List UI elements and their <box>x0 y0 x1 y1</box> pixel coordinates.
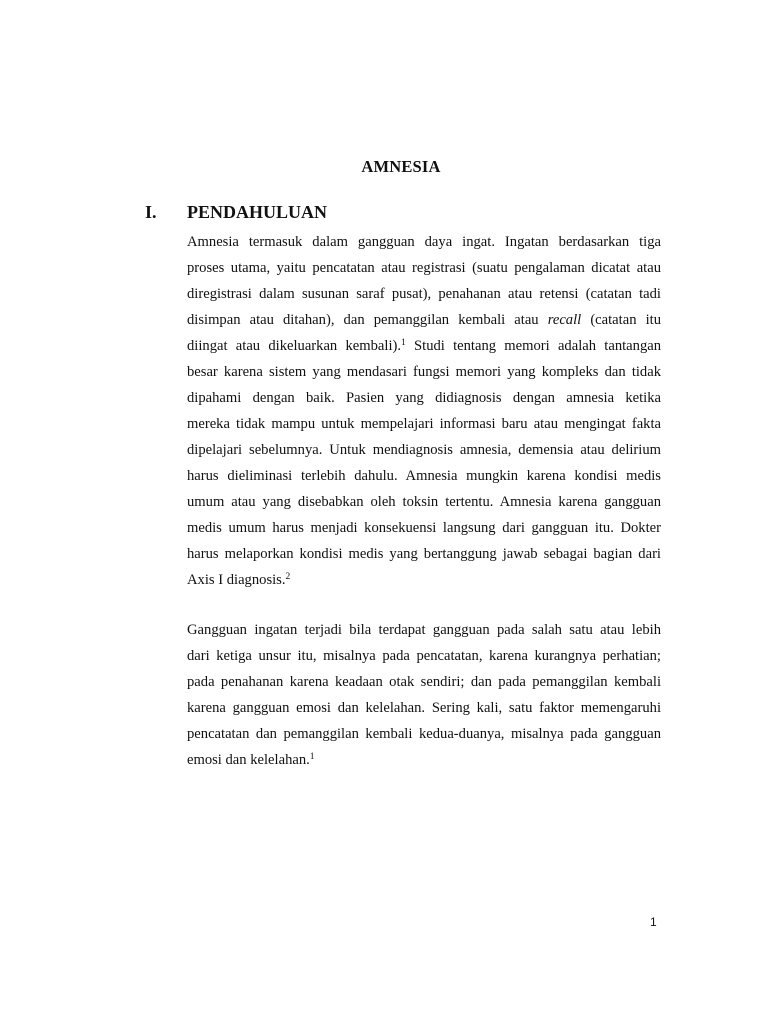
text-line: Gangguan ingatan terjadi bila terdapat gangguan pada salah satu atau lebih <box>187 622 661 638</box>
text-line <box>187 747 661 773</box>
document-title: AMNESIA <box>361 157 441 176</box>
text-segment: emosi dan kelelahan. <box>187 752 310 768</box>
text-line: pada penahanan karena keadaan otak sendiri; dan pada pemanggilan kembali <box>187 674 661 690</box>
text-segment: Axis I diagnosis. <box>187 572 286 588</box>
text-line: besar karena sistem yang mendasari fungsi memori yang kompleks dan tidak <box>187 364 661 380</box>
paragraph-memory-disorders <box>187 617 661 773</box>
text-line: umum atau yang disebabkan oleh toksin tertentu. Amnesia karena gangguan <box>187 494 661 510</box>
text-line: proses utama, yaitu pencatatan atau registrasi (suatu pengalaman dicatat atau <box>187 260 661 276</box>
text-line <box>187 333 661 359</box>
text-line: diregistrasi dalam susunan saraf pusat), penahanan atau retensi (catatan tadi <box>187 286 661 302</box>
text-line: Amnesia termasuk dalam gangguan daya ingat. Ingatan berdasarkan tiga <box>187 234 661 250</box>
footnote-reference: 1 <box>401 338 406 348</box>
italic-term: recall <box>547 312 582 328</box>
footnote-reference: 1 <box>309 752 315 762</box>
text-segment: Studi tentang memori adalah tantangan <box>405 338 662 354</box>
section-number: I. <box>145 202 157 222</box>
footnote-reference: 2 <box>285 572 291 582</box>
text-line: mereka tidak mampu untuk mempelajari informasi baru atau mengingat fakta <box>187 416 661 432</box>
text-segment: disimpan atau ditahan), dan pemanggilan kembali atau <box>187 312 548 328</box>
text-line: dari ketiga unsur itu, misalnya pada pencatatan, karena kurangnya perhatian; <box>187 648 661 664</box>
text-line: harus dieliminasi terlebih dahulu. Amnesia mungkin karena kondisi medis <box>187 468 661 484</box>
page-number: 1 <box>650 915 657 929</box>
text-line: dipahami dengan baik. Pasien yang didiagnosis dengan amnesia ketika <box>187 390 661 406</box>
text-line: medis umum harus menjadi konsekuensi langsung dari gangguan itu. Dokter <box>187 520 661 536</box>
text-segment: (catatan itu <box>581 312 661 328</box>
text-line: harus melaporkan kondisi medis yang bertanggung jawab sebagai bagian dari <box>187 546 661 562</box>
text-line: karena gangguan emosi dan kelelahan. Sering kali, satu faktor memengaruhi <box>187 700 661 716</box>
text-line <box>187 307 661 333</box>
text-line: pencatatan dan pemanggilan kembali kedua-duanya, misalnya pada gangguan <box>187 726 661 742</box>
text-line <box>187 567 661 593</box>
paragraph-introduction <box>187 229 661 593</box>
text-line: dipelajari sebelumnya. Untuk mendiagnosis amnesia, demensia atau delirium <box>187 442 661 458</box>
section-title: PENDAHULUAN <box>187 202 328 222</box>
text-segment: diingat atau dikeluarkan kembali). <box>187 338 402 354</box>
